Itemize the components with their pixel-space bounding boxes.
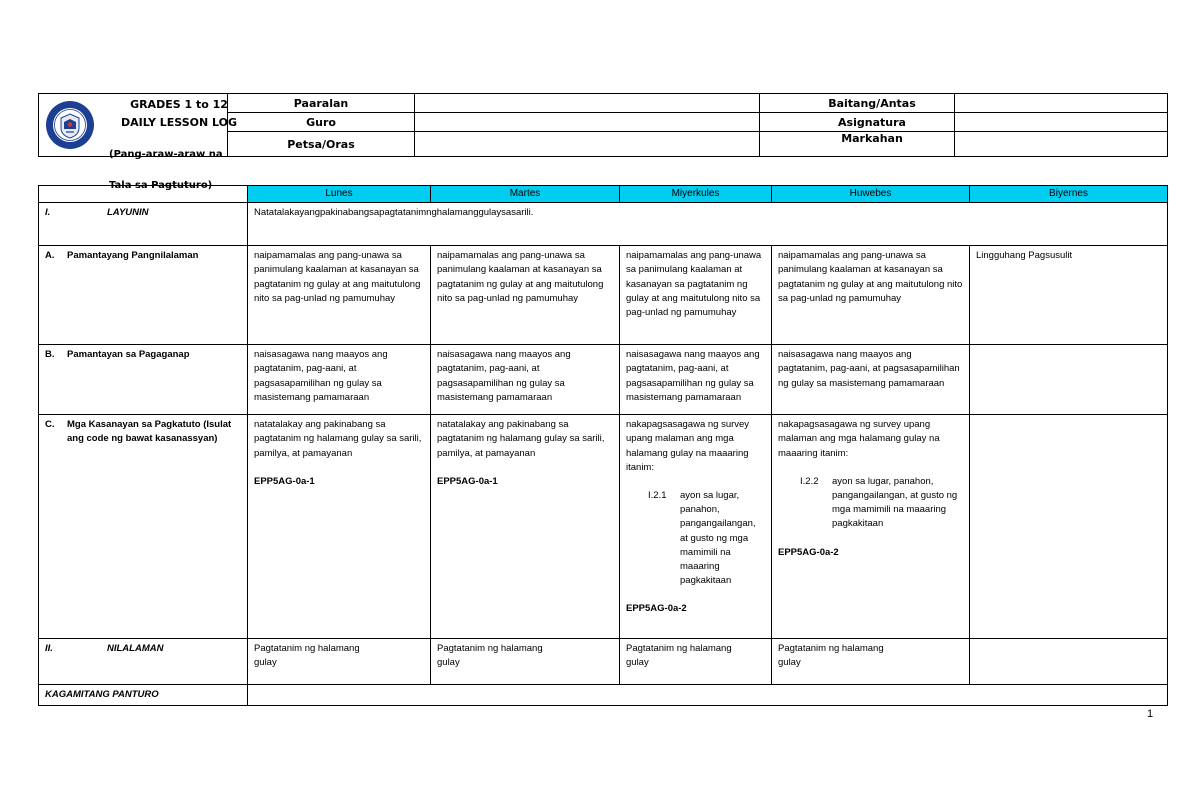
kasanayan-biyernes: [970, 415, 1168, 639]
day-header-martes: Martes: [431, 186, 620, 203]
kasanayan-huwebes-cell: [772, 415, 970, 639]
kasanayan-huwebes-code: EPP5AG-0a-2: [778, 546, 839, 558]
pamantayan-pagganap-key: B.: [45, 349, 55, 361]
nilalaman-miyerkules-text: Pagtatanim ng halamang gulay: [626, 643, 732, 669]
corner-cell: [39, 186, 248, 203]
nilalaman-huwebes-text: Pagtatanim ng halamang gulay: [778, 643, 884, 669]
kasanayan-miyerkules-cell: [620, 415, 772, 639]
paaralan-label: Paaralan: [228, 94, 415, 113]
deped-seal-icon: [45, 100, 95, 150]
nilalaman-key: II.: [45, 643, 53, 655]
kasanayan-row: [39, 415, 1168, 639]
asignatura-field[interactable]: [955, 113, 1168, 132]
layunin-row: [39, 203, 1168, 246]
baitang-field[interactable]: [955, 94, 1168, 113]
layunin-key: I.: [45, 207, 51, 219]
markahan-label: Markahan: [760, 132, 955, 157]
kasanayan-martes: natatalakay ang pakinabang sa pagtatanim ng halamang gulay sa sarili, pamilya, at pamayanan: [437, 419, 605, 459]
kasanayan-label: Mga Kasanayan sa Pagkatuto (Isulat ang code ng bawat kasanassyan): [67, 419, 232, 445]
grades-label: GRADES 1 to 12: [130, 98, 228, 111]
pamantayang-nilalaman-row: [39, 246, 1168, 345]
paaralan-field[interactable]: [415, 94, 760, 113]
nilalaman-martes: [431, 639, 620, 685]
nilalaman-row: [39, 639, 1168, 685]
pamantayan-pagganap-label: Pamantayan sa Pagaganap: [67, 349, 190, 361]
kasanayan-lunes-cell: [248, 415, 431, 639]
kagamitan-label-cell: [39, 685, 248, 706]
baitang-label: Baitang/Antas: [760, 94, 955, 113]
pamantayang-nilalaman-biyernes: Lingguhang Pagsusulit: [970, 246, 1168, 345]
nilalaman-biyernes: [970, 639, 1168, 685]
pamantayan-pagganap-biyernes: [970, 345, 1168, 415]
nilalaman-miyerkules: [620, 639, 772, 685]
subtitle-line-2: Tala sa Pagtuturo): [109, 180, 213, 191]
pamantayang-nilalaman-huwebes: naipamamalas ang pang-unawa sa panimulang kaalaman at kasanayan sa pagtatanim ng gulay at ang maitutulong nito sa pag-unlad ng pamumuhay: [772, 246, 970, 345]
pamantayang-nilalaman-key: A.: [45, 250, 55, 262]
nilalaman-lunes: [248, 639, 431, 685]
petsa-label: Petsa/Oras: [228, 132, 415, 157]
layunin-label: LAYUNIN: [107, 207, 149, 219]
daily-lesson-log-title: DAILY LESSON LOG: [120, 116, 238, 129]
kagamitan-row: [39, 685, 1168, 706]
asignatura-label: Asignatura: [760, 113, 955, 132]
kasanayan-huwebes-num: I.2.2: [800, 475, 819, 487]
pamantayan-pagganap-label-cell: [39, 345, 248, 415]
kasanayan-lunes: natatalakay ang pakinabang sa pagtatanim ng halamang gulay sa sarili, pamilya, at pamayanan: [254, 419, 422, 459]
day-header-huwebes: Huwebes: [772, 186, 970, 203]
kagamitan-label: KAGAMITANG PANTURO: [45, 689, 159, 701]
day-header-miyerkules: Miyerkules: [620, 186, 772, 203]
subtitle-line-1: (Pang-araw-araw na: [109, 149, 223, 160]
day-header-biyernes: Biyernes: [970, 186, 1168, 203]
pamantayan-pagganap-huwebes: naisasagawa nang maayos ang pagtatanim, pag-aani, at pagsasapamilihan ng gulay sa masistemang pamamaraan: [772, 345, 970, 415]
layunin-label-cell: [39, 203, 248, 246]
guro-field[interactable]: [415, 113, 760, 132]
nilalaman-label-cell: [39, 639, 248, 685]
kasanayan-label-cell: [39, 415, 248, 639]
pamantayang-nilalaman-label-cell: [39, 246, 248, 345]
pamantayang-nilalaman-lunes: naipamamalas ang pang-unawa sa panimulang kaalaman at kasanayan sa pagtatanim ng gulay at ang maitutulong nito sa pag-unlad ng pamumuhay: [248, 246, 431, 345]
nilalaman-lunes-text: Pagtatanim ng halamang gulay: [254, 643, 360, 669]
lesson-log-table: [38, 185, 1168, 706]
markahan-field[interactable]: [955, 132, 1168, 157]
pamantayan-pagganap-miyerkules: naisasagawa nang maayos ang pagtatanim, pag-aani, at pagsasapamilihan ng gulay sa masistemang pamamaraan: [620, 345, 772, 415]
pamantayan-pagganap-martes: naisasagawa nang maayos ang pagtatanim, pag-aani, at pagsasapamilihan ng gulay sa masistemang pamamaraan: [431, 345, 620, 415]
header-logo-cell: [39, 94, 238, 191]
header-table: [38, 93, 1168, 191]
nilalaman-label: NILALAMAN: [107, 643, 164, 655]
kasanayan-lunes-code: EPP5AG-0a-1: [254, 475, 315, 487]
pamantayan-pagganap-row: [39, 345, 1168, 415]
kasanayan-miyerkules: nakapagsasagawa ng survey upang malaman ang mga halamang gulay na maaaring itanim:: [626, 419, 750, 473]
kasanayan-martes-cell: [431, 415, 620, 639]
nilalaman-huwebes: [772, 639, 970, 685]
kasanayan-miyerkules-num: I.2.1: [648, 490, 667, 502]
nilalaman-martes-text: Pagtatanim ng halamang gulay: [437, 643, 543, 669]
pamantayang-nilalaman-label: Pamantayang Pangnilalaman: [67, 250, 199, 262]
kasanayan-miyerkules-sub: ayon sa lugar, panahon, pangangailangan, at gusto ng mga mamimili na maaaring pagkakitaan: [680, 490, 756, 587]
day-header-lunes: Lunes: [248, 186, 431, 203]
kasanayan-huwebes-sub: ayon sa lugar, panahon, pangangailangan, at gusto ng mga mamimili na maaaring pagkakitaan: [832, 475, 958, 530]
pamantayang-nilalaman-martes: naipamamalas ang pang-unawa sa panimulang kaalaman at kasanayan sa pagtatanim ng gulay at ang maitutulong nito sa pag-unlad ng pamumuhay: [431, 246, 620, 345]
pamantayang-nilalaman-miyerkules: naipamamalas ang pang-unawa sa panimulang kaalaman at kasanayan sa pagtatanim ng gulay at ang maitutulong nito sa pag-unlad ng pamumuhay: [620, 246, 772, 345]
kasanayan-key: C.: [45, 419, 55, 431]
guro-label: Guro: [228, 113, 415, 132]
page-number: 1: [1147, 708, 1154, 720]
kasanayan-martes-code: EPP5AG-0a-1: [437, 475, 498, 487]
petsa-field[interactable]: [415, 132, 760, 157]
kasanayan-huwebes: nakapagsasagawa ng survey upang malaman ang mga halamang gulay na maaaring itanim:: [778, 419, 940, 459]
pamantayan-pagganap-lunes: naisasagawa nang maayos ang pagtatanim, pag-aani, at pagsasapamilihan ng gulay sa masistemang pamamaraan: [248, 345, 431, 415]
day-header-row: [39, 186, 1168, 203]
kagamitan-content: [248, 685, 1168, 706]
kasanayan-miyerkules-code: EPP5AG-0a-2: [626, 603, 687, 615]
layunin-text: Natatalakayangpakinabangsapagtatanimnghalamanggulaysasarili.: [248, 203, 1168, 246]
